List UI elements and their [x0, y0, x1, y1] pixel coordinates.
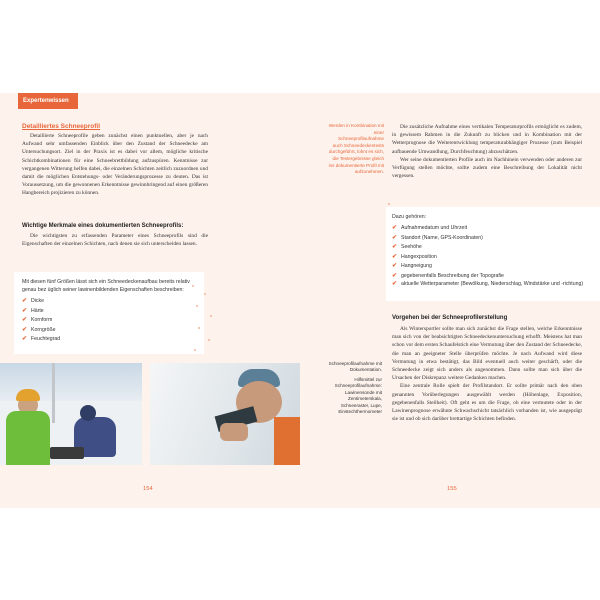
- check-icon: ✔: [22, 326, 28, 333]
- check-icon: ✔: [392, 234, 398, 241]
- check-icon: ✔: [392, 281, 398, 287]
- list-item: ✔ Hangneigung: [392, 262, 594, 272]
- expert-tag-label: Expertenwissen: [23, 98, 69, 104]
- parameters-box: [14, 272, 204, 354]
- location-list: [392, 224, 594, 289]
- list-item: ✔ Feuchtegrad: [22, 335, 196, 345]
- parameters-intro: Mit diesen fünf Größen lässt sich ein Schneedeckenaufbau bereits relativ genau bez üglich seiner lawinenbildenden Eigenschaften beschreiben:: [22, 279, 190, 293]
- right-intro-paragraph: Wer seine dokumentierten Profile auch im Nachhinein verwenden oder anderen zur Verfügung stellen möchte, sollte zudem eine Beschreibung der Lokalität nicht vergessen.: [392, 156, 582, 180]
- list-item: ✔ Standort (Name, GPS-Koordinaten): [392, 234, 594, 244]
- procedure-paragraph: Eine zentrale Rolle spielt der Profilstandort. Er sollte primär nach den oben genannten Vorüberlegungen ausgewählt werden (Höhenlage, Exposition, gegebenenfalls Steilheit). Oft geht es um die Frage, ob eine vermutete oder in der Lawinenprognose erwähnte Schwachschicht tatsächlich vorhanden ist, wie ausgeprägt sie ist und ob sich darüber brettartige Schichten befinden.: [392, 383, 582, 423]
- check-icon: ✔: [392, 225, 398, 231]
- list-item: ✔ gegebenenfalls Beschreibung der Topografie: [392, 272, 594, 282]
- list-item: ✔ Dicke: [22, 297, 196, 307]
- expert-tag: [18, 93, 78, 109]
- features-paragraph: Die wichtigsten zu erfassenden Parameter eines Schneeprofils sind die Eigenschaften der einzelnen Schichten, nach denen sie sich unterscheiden lassen.: [22, 233, 208, 248]
- list-item: ✔ Hangexposition: [392, 253, 594, 263]
- check-icon: ✔: [392, 244, 398, 250]
- location-box: [386, 207, 600, 301]
- list-item: ✔ Härte: [22, 307, 196, 317]
- list-item: ✔ Aufnahmedatum und Uhrzeit: [392, 224, 594, 234]
- check-icon: ✔: [22, 336, 28, 342]
- procedure-paragraph: Als Wintersportler sollte man sich zunächst die Frage stellen, welche Erkenntnisse man sich von der beabsichtigten Schneedeckenuntersuchung erhofft. Meistens hat man schon vor dem ersten Schaufelstich eine Vermutung über den Zustand der Schneedecke, die man an geeigneter Stelle überprüfen möchte. Je nach Aufwand wird diese Vermutung in etwa bestätigt, das Bild eventuell auch weiter geschärft, oder die Schneedecke zeigt sich anders als angenommen. Dann sollte man sich über die Ursachen der Diskrepanz weitere Gedanken machen.: [392, 326, 582, 382]
- check-icon: ✔: [22, 317, 28, 323]
- intro-paragraph: Detaillierte Schneeprofile geben zunächst einen punktuellen, aber je nach Aufwand sehr umfassenden Einblick über den Zustand der Schneedecke am Untersuchungsort. Ziel in der Praxis ist es dabei vor allem, mögliche kritische Schichtkombinationen für eine Schneebrettbildung aufzuspüren. Kenntnisse zur vergangenen Witterung helfen dabei, die einzelnen Schichten zeitlich zuzuordnen und damit die möglichen Entstehungs- oder Veränderungsprozesse zu deuten. Das ist Voraussetzung, um die gewonnenen Erkenntnisse gewinnbringend auf einen größeren Hangbereich projizieren zu können.: [22, 133, 208, 197]
- decor-dots: [190, 281, 220, 361]
- right-page: [300, 93, 600, 508]
- check-icon: ✔: [22, 298, 28, 304]
- snow-profile-photo: [0, 363, 142, 465]
- right-intro-paragraph: Die zusätzliche Aufnahme eines vertikalen Temperaturprofils ermöglicht es zudem, in gewissem Rahmen in die Zukunft zu blicken und in Kombination mit der Wetterprognose die Weiterentwicklung temperaturabhängiger Prozesse (zum Beispiel aufbauende Umwandlung, Durchfeuchtung) abzuschätzen.: [392, 124, 582, 155]
- book-spread: [0, 93, 600, 508]
- location-intro: Dazu gehören:: [392, 214, 427, 220]
- check-icon: ✔: [22, 307, 28, 314]
- photo-caption-2: Hilfsmittel zur Schneeprofilaufnahme: Lawinensonde mit Zentimeterskala, Schneeraster, Lupe, Einstechthermometer: [334, 377, 382, 415]
- list-item: ✔ Seehöhe: [392, 243, 594, 253]
- photo-caption-1: Schneeprofilaufnahme mit Dokumentation.: [328, 361, 382, 373]
- section-title: Detailliertes Schneeprofil: [22, 123, 101, 130]
- page-number-right: 155: [447, 486, 457, 492]
- snow-tools-photo: [150, 363, 300, 465]
- check-icon: ✔: [392, 263, 398, 269]
- features-text: [22, 232, 208, 248]
- procedure-heading: Vorgehen bei der Schneeprofilerstellung: [392, 315, 508, 321]
- list-item: ✔ Korngröße: [22, 326, 196, 336]
- list-item: ✔ Kornform: [22, 316, 196, 326]
- parameters-list: [22, 297, 196, 345]
- check-icon: ✔: [392, 272, 398, 279]
- procedure-text: [392, 325, 582, 423]
- intro-text: [22, 132, 208, 198]
- page-number-left: 154: [143, 486, 153, 492]
- list-item: ✔ aktuelle Wetterparameter (Bewölkung, Niederschlag, Windstärke und -richtung): [392, 281, 584, 287]
- check-icon: ✔: [392, 253, 398, 260]
- features-heading: Wichtige Merkmale eines dokumentierten Schneeprofils:: [22, 223, 184, 229]
- side-note: Werden in Kombination mit einer Schneeprofilaufnahme auch Schneedeckentests durchgeführt, lohnt es sich, die Testergebnisse gleich ins dokumentierte Profil mit aufzunehmen.: [328, 123, 384, 175]
- right-intro-text: [392, 123, 582, 180]
